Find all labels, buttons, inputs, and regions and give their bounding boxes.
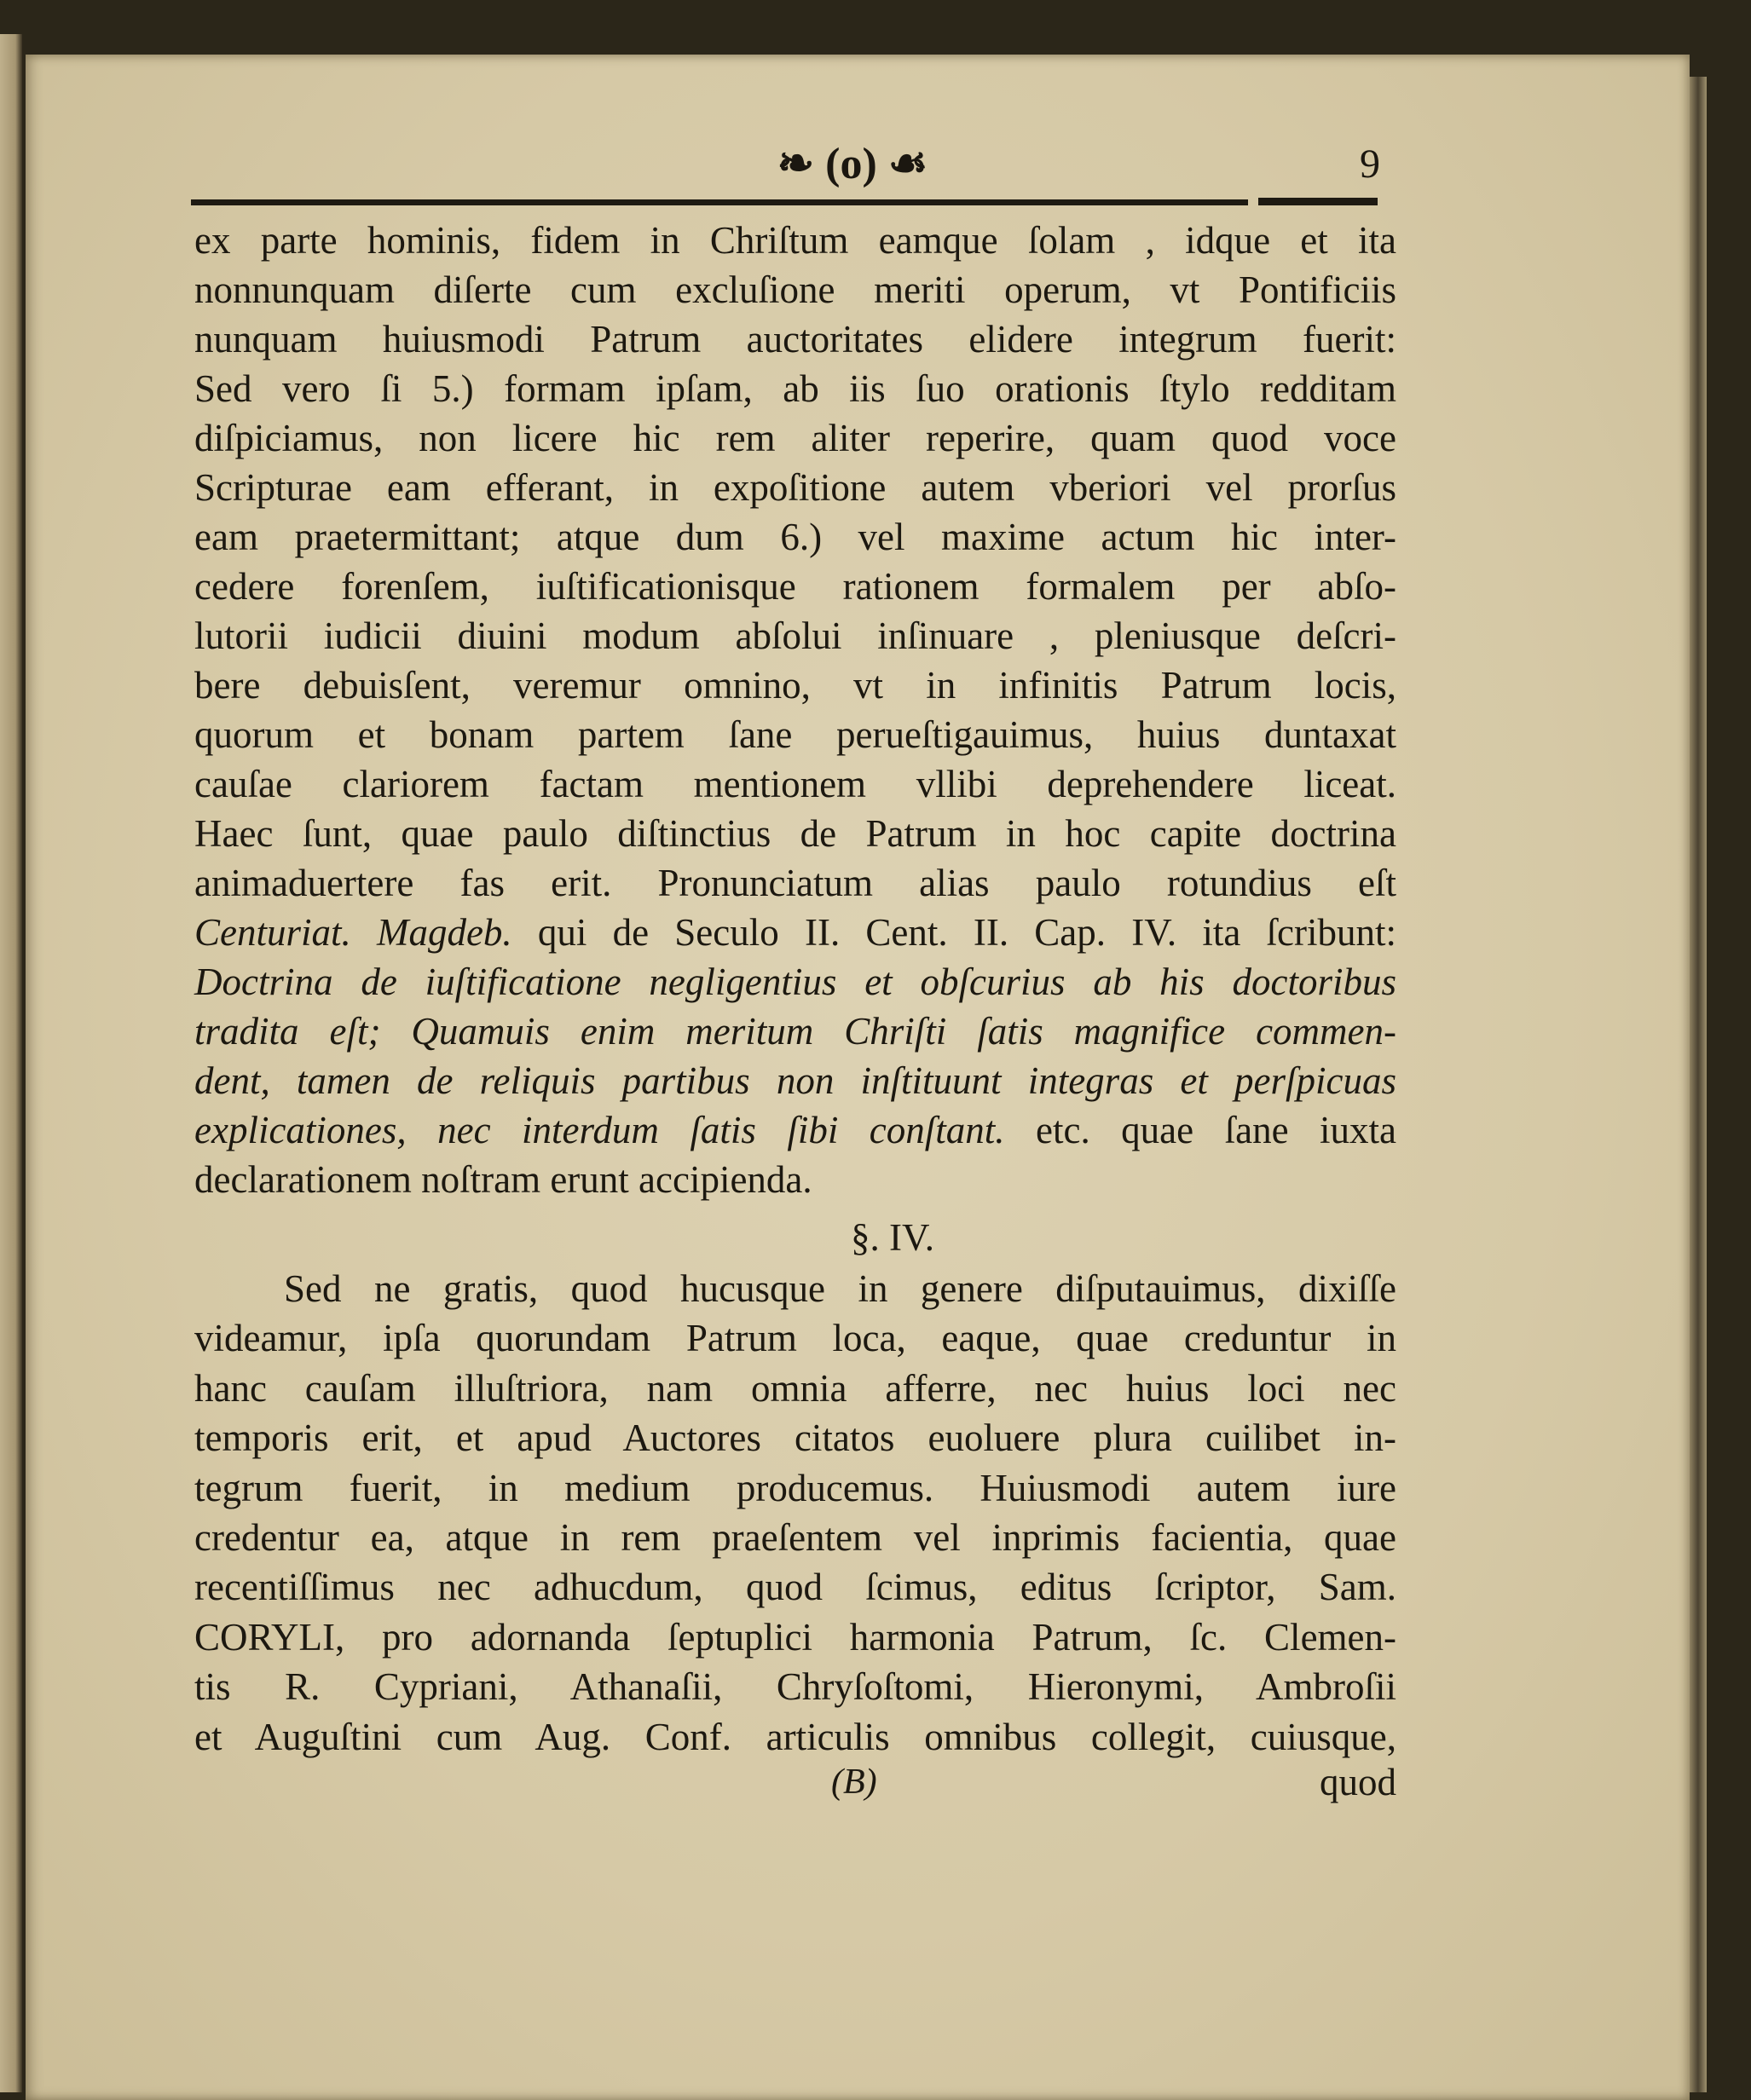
text-line bbox=[194, 1662, 1396, 1711]
text-line bbox=[194, 1007, 1396, 1056]
text-run: declarationem noſtram erunt accipienda. bbox=[194, 1158, 812, 1201]
text-run: Haec ſunt, quae paulo diſtinctius de Patrum in hoc capite doctrina bbox=[194, 812, 1396, 855]
text-run: credentur ea, atque in rem praeſentem vel inprimis facientia, quae bbox=[194, 1516, 1396, 1559]
text-run: Sed vero ſi 5.) formam ipſam, ab iis ſuo orationis ſtylo redditam bbox=[194, 367, 1396, 410]
text-run: animaduertere fas erit. Pronunciatum alias paulo rotundius eſt bbox=[194, 862, 1396, 904]
text-line bbox=[194, 1562, 1396, 1612]
italic-text: tradita eſt; Quamuis enim meritum Chriſti ſatis magnifice commen- bbox=[194, 1010, 1396, 1053]
text-line bbox=[194, 1264, 1396, 1313]
text-line bbox=[194, 858, 1396, 908]
text-line bbox=[194, 1712, 1396, 1762]
text-line bbox=[194, 314, 1396, 364]
text-run: cedere forenſem, iuſtificationisque rationem formalem per abſo- bbox=[194, 565, 1396, 608]
page-header bbox=[0, 135, 1751, 194]
text-run: eam praetermittant; atque dum 6.) vel maxime actum hic inter- bbox=[194, 516, 1396, 558]
text-run: bere debuisſent, veremur omnino, vt in infinitis Patrum locis, bbox=[194, 664, 1396, 707]
text-line bbox=[194, 1155, 1396, 1204]
text-run: hanc cauſam illuſtriora, nam omnia afferre, nec huius loci nec bbox=[194, 1366, 1396, 1410]
text-run: nunquam huiusmodi Patrum auctoritates elidere integrum fuerit: bbox=[194, 318, 1396, 361]
text-line bbox=[194, 661, 1396, 710]
text-line bbox=[194, 1413, 1396, 1462]
italic-text: dent, tamen de reliquis partibus non inſtituunt integras et perſpicuas bbox=[194, 1059, 1396, 1102]
header-rule-right bbox=[1258, 198, 1378, 205]
text-line bbox=[194, 1364, 1396, 1413]
text-run: ex parte hominis, fidem in Chriſtum eamque ſolam , idque et ita bbox=[194, 219, 1396, 262]
text-run: nonnunquam diſerte cum excluſione meriti operum, vt Pontificiis bbox=[194, 268, 1396, 311]
text-run: lutorii iudicii diuini modum abſolui inſinuare , pleniusque deſcri- bbox=[194, 614, 1396, 657]
italic-text: explicationes, nec interdum ſatis ſibi conſtant. bbox=[194, 1109, 1005, 1151]
italic-text: Centuriat. Magdeb. bbox=[194, 911, 512, 954]
text-run: tis R. Cypriani, Athanaſii, Chryſoſtomi, Hieronymi, Ambroſii bbox=[194, 1665, 1396, 1709]
text-run: Scripturae eam efferant, in expoſitione autem vberiori vel prorſus bbox=[194, 466, 1396, 509]
text-run: quorum et bonam partem ſane perueſtigauimus, huius duntaxat bbox=[194, 713, 1396, 756]
text-line bbox=[194, 413, 1396, 463]
section-heading: §. IV. bbox=[851, 1216, 934, 1259]
text-run: qui de Seculo II. Cent. II. Cap. IV. ita ſcribunt: bbox=[511, 911, 1397, 954]
text-run: temporis erit, et apud Auctores citatos euoluere plura cuilibet in- bbox=[194, 1416, 1396, 1460]
text-run: et Auguſtini cum Aug. Conf. articulis omnibus collegit, cuiusque, bbox=[194, 1715, 1396, 1758]
text-run: CORYLI, pro adornanda ſeptuplici harmonia Patrum, ſc. Clemen- bbox=[194, 1615, 1396, 1659]
text-line bbox=[194, 611, 1396, 661]
text-line bbox=[194, 809, 1396, 858]
facing-page-edge bbox=[0, 34, 22, 2092]
text-line bbox=[194, 265, 1396, 314]
text-run: recentiſſimus nec adhucdum, quod ſcimus, editus ſcriptor, Sam. bbox=[194, 1566, 1396, 1609]
text-line bbox=[194, 1105, 1396, 1155]
text-line bbox=[194, 512, 1396, 562]
catchword: quod bbox=[1320, 1761, 1396, 1803]
text-run: videamur, ipſa quorundam Patrum loca, eaque, quae creduntur in bbox=[194, 1317, 1396, 1360]
text-line bbox=[194, 1463, 1396, 1513]
text-run: diſpiciamus, non licere hic rem aliter reperire, quam quod voce bbox=[194, 417, 1396, 459]
text-line bbox=[194, 364, 1396, 413]
text-line bbox=[194, 957, 1396, 1007]
page-stack-edge bbox=[1690, 77, 1707, 2092]
running-head-ornament: ❧ (o) ☙ bbox=[777, 140, 928, 188]
text-line bbox=[194, 562, 1396, 611]
text-line bbox=[194, 1313, 1396, 1363]
text-line bbox=[194, 908, 1396, 957]
text-line bbox=[194, 216, 1396, 265]
text-line bbox=[194, 1056, 1396, 1105]
page-number: 9 bbox=[1360, 141, 1380, 187]
text-run: etc. quae ſane iuxta bbox=[1004, 1109, 1397, 1151]
signature-mark: (B) bbox=[831, 1762, 877, 1802]
text-run: cauſae clariorem factam mentionem vllibi deprehendere liceat. bbox=[194, 763, 1396, 805]
text-line bbox=[194, 1513, 1396, 1562]
text-run: Sed ne gratis, quod hucusque in genere diſputauimus, dixiſſe bbox=[284, 1267, 1396, 1310]
text-line bbox=[194, 759, 1396, 809]
header-rule bbox=[191, 199, 1248, 205]
italic-text: Doctrina de iuſtificatione negligentius et obſcurius ab his doctoribus bbox=[194, 961, 1396, 1003]
text-line bbox=[194, 1612, 1396, 1662]
text-run: tegrum fuerit, in medium producemus. Huiusmodi autem iure bbox=[194, 1466, 1396, 1509]
text-line bbox=[194, 710, 1396, 759]
text-line bbox=[194, 463, 1396, 512]
